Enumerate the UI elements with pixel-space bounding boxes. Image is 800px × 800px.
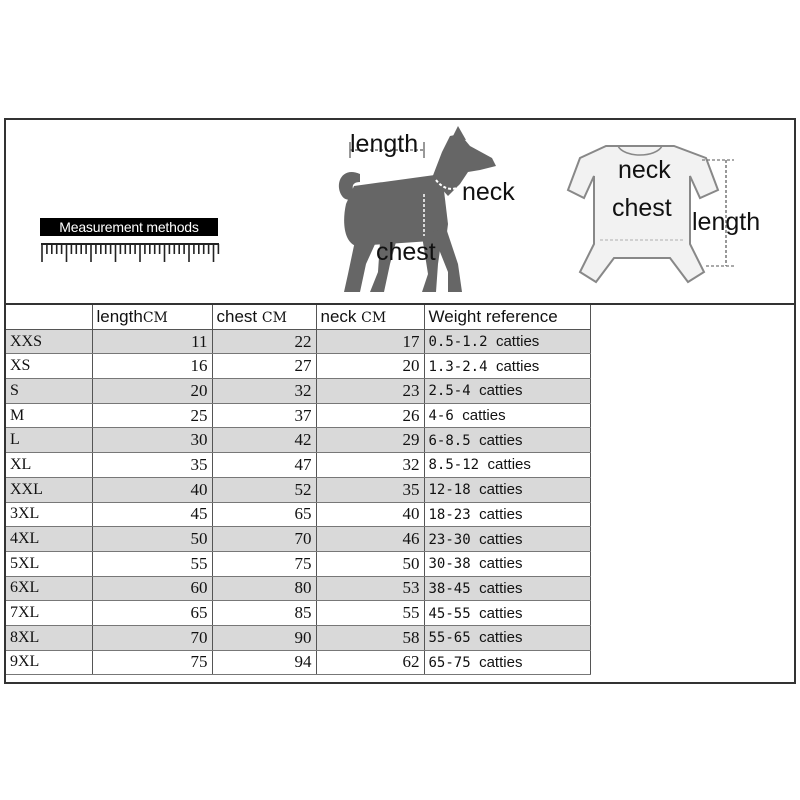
chest-cell: 47 xyxy=(212,453,316,478)
weight-cell xyxy=(424,625,590,650)
measurement-ruler xyxy=(40,218,220,266)
table-row xyxy=(6,379,590,404)
dog-measurement-diagram xyxy=(320,124,530,299)
header-length-label: length xyxy=(96,306,143,326)
neck-cell: 46 xyxy=(316,527,424,552)
weight-cell xyxy=(424,379,590,404)
chest-cell: 52 xyxy=(212,477,316,502)
table-row xyxy=(6,477,590,502)
weight-unit: catties xyxy=(479,555,523,573)
size-cell: XXL xyxy=(6,477,92,502)
chest-cell: 80 xyxy=(212,576,316,601)
dog-neck-label: neck xyxy=(462,178,515,206)
length-cell: 25 xyxy=(92,403,212,428)
header-chest-label: chest xyxy=(216,306,258,326)
weight-cell xyxy=(424,527,590,552)
weight-cell xyxy=(424,453,590,478)
length-cell: 50 xyxy=(92,527,212,552)
weight-unit: catties xyxy=(495,357,540,375)
chest-cell: 70 xyxy=(212,527,316,552)
dog-chest-label: chest xyxy=(376,238,436,266)
weight-unit: catties xyxy=(479,653,523,671)
size-cell: XL xyxy=(6,453,92,478)
length-cell: 45 xyxy=(92,502,212,527)
table-row xyxy=(6,354,590,379)
dog-length-label: length xyxy=(350,130,419,158)
weight-range: 4-6 xyxy=(428,408,454,425)
weight-cell xyxy=(424,477,590,502)
weight-cell xyxy=(424,354,590,379)
weight-unit: catties xyxy=(462,407,506,425)
length-cell: 16 xyxy=(92,354,212,379)
chest-cell: 42 xyxy=(212,428,316,453)
weight-unit: catties xyxy=(479,629,523,647)
garment-length-label: length xyxy=(692,208,761,236)
size-cell: 7XL xyxy=(6,601,92,626)
weight-range: 2.5-4 xyxy=(428,383,471,400)
weight-range: 1.3-2.4 xyxy=(428,358,488,375)
weight-range: 65-75 xyxy=(428,654,471,671)
weight-cell xyxy=(424,650,590,675)
length-cell: 35 xyxy=(92,453,212,478)
weight-range: 45-55 xyxy=(428,605,471,622)
weight-unit: catties xyxy=(479,530,523,548)
table-row xyxy=(6,329,590,354)
size-cell: M xyxy=(6,403,92,428)
neck-cell: 35 xyxy=(316,477,424,502)
table-row xyxy=(6,551,590,576)
size-cell: 6XL xyxy=(6,576,92,601)
length-cell: 70 xyxy=(92,625,212,650)
table-row xyxy=(6,527,590,552)
neck-cell: 17 xyxy=(316,329,424,354)
table-row xyxy=(6,650,590,675)
weight-range: 6-8.5 xyxy=(428,432,471,449)
chest-cell: 85 xyxy=(212,601,316,626)
weight-unit: catties xyxy=(479,431,523,449)
neck-cell: 40 xyxy=(316,502,424,527)
size-cell: XS xyxy=(6,354,92,379)
size-cell: 8XL xyxy=(6,625,92,650)
size-cell: 3XL xyxy=(6,502,92,527)
weight-unit: catties xyxy=(495,333,540,351)
ruler-icon xyxy=(40,238,220,264)
size-table-body xyxy=(6,329,590,675)
size-cell: 4XL xyxy=(6,527,92,552)
header-chest-unit: CM xyxy=(261,309,287,326)
table-row xyxy=(6,453,590,478)
weight-range: 12-18 xyxy=(428,482,471,499)
length-cell: 40 xyxy=(92,477,212,502)
chest-cell: 75 xyxy=(212,551,316,576)
table-row xyxy=(6,625,590,650)
garment-measurement-diagram xyxy=(566,140,776,292)
size-cell: XXS xyxy=(6,329,92,354)
weight-cell xyxy=(424,403,590,428)
table-header-row xyxy=(6,305,590,329)
neck-cell: 20 xyxy=(316,354,424,379)
size-cell: L xyxy=(6,428,92,453)
weight-cell xyxy=(424,601,590,626)
neck-cell: 26 xyxy=(316,403,424,428)
chest-cell: 32 xyxy=(212,379,316,404)
header-length xyxy=(92,305,212,329)
size-cell: S xyxy=(6,379,92,404)
length-cell: 60 xyxy=(92,576,212,601)
neck-cell: 58 xyxy=(316,625,424,650)
weight-unit: catties xyxy=(479,382,523,400)
table-row xyxy=(6,428,590,453)
header-chest xyxy=(212,305,316,329)
weight-unit: catties xyxy=(479,579,523,597)
weight-unit: catties xyxy=(487,456,531,474)
chest-cell: 22 xyxy=(212,329,316,354)
neck-cell: 23 xyxy=(316,379,424,404)
size-cell: 9XL xyxy=(6,650,92,675)
neck-cell: 29 xyxy=(316,428,424,453)
weight-range: 8.5-12 xyxy=(428,457,480,474)
chest-cell: 37 xyxy=(212,403,316,428)
weight-range: 38-45 xyxy=(428,580,471,597)
neck-cell: 50 xyxy=(316,551,424,576)
weight-cell xyxy=(424,428,590,453)
length-cell: 11 xyxy=(92,329,212,354)
weight-range: 55-65 xyxy=(428,630,471,647)
header-weight: Weight reference xyxy=(424,305,590,329)
header-length-unit: CM xyxy=(142,309,168,326)
neck-cell: 32 xyxy=(316,453,424,478)
length-cell: 55 xyxy=(92,551,212,576)
length-cell: 30 xyxy=(92,428,212,453)
chest-cell: 27 xyxy=(212,354,316,379)
chest-cell: 90 xyxy=(212,625,316,650)
weight-range: 0.5-1.2 xyxy=(428,334,488,351)
chest-cell: 65 xyxy=(212,502,316,527)
length-cell: 20 xyxy=(92,379,212,404)
table-row xyxy=(6,576,590,601)
chest-cell: 94 xyxy=(212,650,316,675)
ruler-label: Measurement methods xyxy=(40,218,218,236)
header-neck xyxy=(316,305,424,329)
size-table xyxy=(6,305,591,675)
table-row xyxy=(6,502,590,527)
weight-range: 23-30 xyxy=(428,531,471,548)
garment-neck-label: neck xyxy=(618,156,671,184)
neck-cell: 62 xyxy=(316,650,424,675)
weight-unit: catties xyxy=(479,604,523,622)
weight-cell xyxy=(424,329,590,354)
weight-range: 30-38 xyxy=(428,556,471,573)
garment-chest-label: chest xyxy=(612,194,672,222)
weight-cell xyxy=(424,576,590,601)
header-neck-label: neck xyxy=(320,306,357,326)
header-size xyxy=(6,305,92,329)
length-cell: 75 xyxy=(92,650,212,675)
weight-unit: catties xyxy=(479,481,523,499)
weight-range: 18-23 xyxy=(428,506,471,523)
table-row xyxy=(6,601,590,626)
size-cell: 5XL xyxy=(6,551,92,576)
header-neck-unit: CM xyxy=(361,309,387,326)
neck-cell: 55 xyxy=(316,601,424,626)
table-row xyxy=(6,403,590,428)
length-cell: 65 xyxy=(92,601,212,626)
weight-cell xyxy=(424,551,590,576)
neck-cell: 53 xyxy=(316,576,424,601)
weight-cell xyxy=(424,502,590,527)
weight-unit: catties xyxy=(479,505,523,523)
